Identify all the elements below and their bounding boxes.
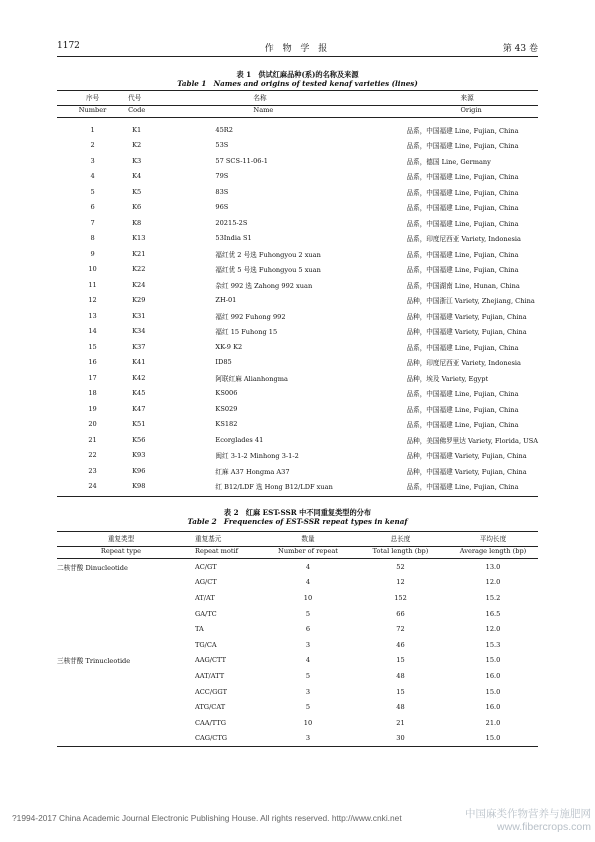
table2-cell: 15.0 <box>485 656 501 665</box>
table2-cell: GA/TC <box>195 609 217 618</box>
table1-cell: 品系，中国湖南 Line, Hunan, China <box>406 281 520 290</box>
table-row <box>57 308 538 324</box>
table1 <box>57 90 538 497</box>
table1-cell: ID85 <box>215 358 232 367</box>
table1-cell: K2 <box>132 141 142 150</box>
table2-cell: 5 <box>305 703 311 712</box>
table1-cell: 1 <box>90 125 95 134</box>
table-row <box>57 293 538 309</box>
table2-cell: 12.0 <box>485 578 501 587</box>
table2-cell: CAG/CTG <box>195 731 263 747</box>
copyright-footer: ?1994-2017 China Academic Journal Electronic Publishing House. All rights reserved. http://www.cnki.net <box>12 813 402 823</box>
table2-header-cn: 重复类型 <box>57 532 195 547</box>
table-row <box>57 699 538 715</box>
journal-name: 作 物 学 报 <box>264 44 331 54</box>
table1-cell: 福红 15 Fuhong 15 <box>215 328 278 337</box>
table1-cell: 品系，中国福建 Line, Fujian, China <box>406 126 519 135</box>
table2-cell: 4 <box>305 578 311 587</box>
table1-cell: 2 <box>90 141 95 150</box>
table2-cell: TG/CA <box>195 640 217 649</box>
table1-cell: 品种，埃及 Variety, Egypt <box>406 374 489 383</box>
table2-cell: 6 <box>305 625 311 634</box>
table1-cell: 57 SCS-11-06-1 <box>215 156 268 165</box>
table1-cell: ZH-01 <box>215 296 237 305</box>
table1-cell: K29 <box>132 296 146 305</box>
table1-cell: K5 <box>132 187 142 196</box>
table2-cell: AAG/CTT <box>195 656 226 665</box>
table2-header-cn: 平均长度 <box>448 532 538 547</box>
table2-cell: 16.0 <box>485 703 501 712</box>
table2-cell <box>57 606 195 622</box>
table1-cell: 品种，中国福建 Variety, Fujian, China <box>406 328 527 337</box>
table-row <box>57 370 538 386</box>
table1-cell: 6 <box>90 203 95 212</box>
header-rule <box>57 56 538 57</box>
table2-cell: 13.0 <box>485 562 501 571</box>
table2-header-en: Average length (bp) <box>448 547 538 559</box>
table2-cell <box>57 637 195 653</box>
table1-cell: 16 <box>88 358 97 367</box>
table-row <box>57 684 538 700</box>
table1-cell: 红麻 A37 Hongma A37 <box>215 467 290 476</box>
table2-caption-cn: 表 2 红麻 EST-SSR 中不同重复类型的分布 <box>223 508 372 517</box>
table1-cell: 22 <box>88 451 97 460</box>
table2-cell: AAT/ATT <box>195 671 225 680</box>
table1-cell: 5 <box>90 187 95 196</box>
table-row <box>57 621 538 637</box>
table1-cell: KS006 <box>215 389 238 398</box>
table2-cell: 5 <box>305 671 311 680</box>
table2-cell: 152 <box>394 593 407 602</box>
table2-cell: ACC/GGT <box>195 687 228 696</box>
table2-header-en: Total length (bp) <box>353 547 448 559</box>
table2-cell: 10 <box>303 718 313 727</box>
table-row <box>57 715 538 731</box>
table1-cell: 20215-2S <box>215 218 248 227</box>
table1-cell: K51 <box>132 420 146 429</box>
table2-cell: CAA/TTG <box>195 718 226 727</box>
table1-cell: 10 <box>88 265 97 274</box>
table1-cell: 4 <box>90 172 95 181</box>
table2-cell: 3 <box>305 640 311 649</box>
table1-cell: K3 <box>132 156 142 165</box>
table2-caption <box>57 508 538 526</box>
table1-cell: 53S <box>215 141 229 150</box>
table2-cell: 15.0 <box>448 731 538 747</box>
table1-cell: 17 <box>88 373 97 382</box>
table1-cell: 品系，中国福建 Line, Fujian, China <box>406 219 519 228</box>
table1-cell: 品系，中国福建 Line, Fujian, China <box>406 250 519 259</box>
table1-cell: K41 <box>132 358 146 367</box>
table1-caption <box>57 70 538 88</box>
table1-cell: K37 <box>132 342 146 351</box>
table-row <box>57 118 538 138</box>
watermark-url: www.fibercrops.com <box>497 821 591 833</box>
table1-cell: 14 <box>88 327 97 336</box>
table2-cell: 46 <box>396 640 405 649</box>
table1-cell: K96 <box>132 466 146 475</box>
table-row <box>57 590 538 606</box>
table1-cell: 21 <box>88 435 97 444</box>
table1-cell: K34 <box>132 327 146 336</box>
table2-cell: 3 <box>305 687 311 696</box>
table1-cell: 品系，印度尼西亚 Variety, Indonesia <box>406 235 521 244</box>
table2-header-cn: 重复基元 <box>195 532 263 547</box>
table-row <box>57 262 538 278</box>
table2-cell: 15.0 <box>485 687 501 696</box>
table-row <box>57 731 538 747</box>
table2-cell: ATG/CAT <box>195 703 226 712</box>
table1-cell: 11 <box>88 280 97 289</box>
table1-cell: 福红优 2 号选 Fuhongyou 2 xuan <box>215 250 321 259</box>
table1-header-en: Number <box>57 106 128 118</box>
table1-header-cn: 序号 <box>57 91 128 106</box>
table1-cell: 品系，中国福建 Line, Fujian, China <box>406 405 519 414</box>
table2-cell <box>57 731 195 747</box>
table-row <box>57 668 538 684</box>
table1-cell: 20 <box>88 420 97 429</box>
table1-cell: 品系，中国福建 Line, Fujian, China <box>406 343 519 352</box>
table-row <box>57 448 538 464</box>
table-row <box>57 153 538 169</box>
table1-cell: K22 <box>132 265 146 274</box>
table1-cell: 品种，中国福建 Variety, Fujian, China <box>406 467 527 476</box>
table-row <box>57 184 538 200</box>
table2-cell: 66 <box>396 609 405 618</box>
table1-caption-cn: 表 1 供试红麻品种(系)的名称及来源 <box>236 70 359 79</box>
table-row <box>57 355 538 371</box>
table1-cell: K8 <box>132 218 142 227</box>
table1-header-en: Origin <box>407 106 538 118</box>
table2-cell <box>57 575 195 591</box>
table1-cell: 19 <box>88 404 97 413</box>
table1-cell: 品系，中国福建 Line, Fujian, China <box>406 204 519 213</box>
table1-cell: K1 <box>132 125 142 134</box>
table-row <box>57 324 538 340</box>
table1-cell: K45 <box>132 389 146 398</box>
table-row <box>57 417 538 433</box>
table1-cell: 品系，德国 Line, Germany <box>406 157 491 166</box>
table1-header-cn: 来源 <box>407 91 538 106</box>
table1-cell: 23 <box>88 466 97 475</box>
table-row <box>57 339 538 355</box>
table1-cell: K47 <box>132 404 146 413</box>
table1-cell: 83S <box>215 187 229 196</box>
table2-cell <box>57 699 195 715</box>
table2-cell: AT/AT <box>195 593 215 602</box>
table1-cell: 8 <box>90 234 95 243</box>
table1-cell: K13 <box>132 234 146 243</box>
table1-cell: K21 <box>132 249 146 258</box>
table2 <box>57 531 538 747</box>
table-row <box>57 231 538 247</box>
volume-label: 第 43 卷 <box>502 44 538 54</box>
table2-header-en: Repeat motif <box>195 547 263 559</box>
table2-cell: 48 <box>396 671 405 680</box>
table2-cell <box>57 621 195 637</box>
table1-cell: K24 <box>132 280 146 289</box>
table1-cell: 品系，中国福建 Line, Fujian, China <box>406 142 519 151</box>
table-row <box>57 277 538 293</box>
table1-cell: 18 <box>88 389 97 398</box>
table2-cell: 15 <box>396 656 405 665</box>
table1-cell: 品系，中国福建 Line, Fujian, China <box>406 266 519 275</box>
table2-cell: 52 <box>396 562 405 571</box>
table2-cell: 30 <box>353 731 448 747</box>
table1-header-cn: 代号 <box>128 91 215 106</box>
table1-cell: K31 <box>132 311 146 320</box>
table1-cell: 品系，中国福建 Line, Fujian, China <box>406 188 519 197</box>
table2-header-cn: 总长度 <box>353 532 448 547</box>
table1-cell: XK-9 K2 <box>215 342 243 351</box>
running-header <box>57 41 538 55</box>
table2-cell <box>57 590 195 606</box>
table1-cell: 13 <box>88 311 97 320</box>
table-row <box>57 401 538 417</box>
table1-header-en: Code <box>128 106 215 118</box>
table2-cell: 16.0 <box>485 671 501 680</box>
table2-cell: 4 <box>305 562 311 571</box>
table2-header-en: Repeat type <box>57 547 195 559</box>
watermark-cn: 中国麻类作物营养与施肥网 <box>465 808 591 820</box>
table2-header-en: Number of repeat <box>263 547 353 559</box>
table1-cell: 品种，中国福建 Variety, Fujian, China <box>406 312 527 321</box>
table2-cell: 12 <box>396 578 405 587</box>
table2-cell: 3 <box>263 731 353 747</box>
table1-cell: 闽红 3-1-2 Minhong 3-1-2 <box>215 452 299 461</box>
table1-cell: 96S <box>215 203 229 212</box>
table-row <box>57 606 538 622</box>
table-row <box>57 200 538 216</box>
table2-cell: 21.0 <box>485 718 501 727</box>
table2-cell: 16.5 <box>485 609 501 618</box>
table1-header-cn: 名称 <box>215 91 406 106</box>
table1-cell: K6 <box>132 203 142 212</box>
table1-header-en: Name <box>215 106 406 118</box>
table2-cell: 15 <box>396 687 405 696</box>
table2-cell: AC/GT <box>195 562 217 571</box>
table2-header-cn: 数量 <box>263 532 353 547</box>
table1-cell: 15 <box>88 342 97 351</box>
table1-cell: 品种，中国浙江 Variety, Zhejiang, China <box>406 297 535 306</box>
table2-cell: 48 <box>396 703 405 712</box>
table1-cell: K4 <box>132 172 142 181</box>
table1-cell: 福红优 5 号选 Fuhongyou 5 xuan <box>215 266 321 275</box>
table1-cell: K56 <box>132 435 146 444</box>
table2-cell: TA <box>195 625 204 634</box>
table1-cell: 53India S1 <box>215 234 252 243</box>
table1-cell: 45R2 <box>215 125 233 134</box>
table1-cell: 品系，中国福建 Line, Fujian, China <box>406 421 519 430</box>
table-row <box>57 559 538 575</box>
watermark <box>465 808 591 834</box>
table1-cell: 福红 992 Fuhong 992 <box>215 312 286 321</box>
table1-cell: 品种，美国佛罗里达 Variety, Florida, USA <box>406 436 538 445</box>
table1-cell: 品种，中国福建 Variety, Fujian, China <box>406 452 527 461</box>
table1-cell: 9 <box>90 249 95 258</box>
table2-cell: 二核苷酸 Dinucleotide <box>57 563 128 572</box>
table1-cell: K93 <box>132 451 146 460</box>
table-row <box>57 432 538 448</box>
table-row <box>57 246 538 262</box>
table1-cell: KS029 <box>215 404 238 413</box>
table2-cell: 4 <box>305 656 311 665</box>
table1-cell: 阿联红麻 Alianhongma <box>215 374 288 383</box>
table1-cell: Ecorglades 41 <box>215 435 264 444</box>
table-row <box>57 463 538 479</box>
table1-cell: 12 <box>88 296 97 305</box>
table2-cell <box>57 715 195 731</box>
table2-cell <box>57 684 195 700</box>
table1-cell: KS182 <box>215 420 238 429</box>
table1-cell: 杂红 992 选 Zahong 992 xuan <box>215 281 313 290</box>
table1-cell: 品系，中国福建 Line, Fujian, China <box>406 173 519 182</box>
table1-cell: 24 <box>57 479 128 497</box>
table1-cell: K42 <box>132 373 146 382</box>
table-row <box>57 479 538 497</box>
table-row <box>57 215 538 231</box>
table2-cell: 15.3 <box>485 640 501 649</box>
table2-cell: 72 <box>396 625 405 634</box>
table2-cell <box>57 668 195 684</box>
table1-cell: 红 B12/LDF 选 Hong B12/LDF xuan <box>215 479 406 497</box>
table2-cell: 15.2 <box>485 593 501 602</box>
table-row <box>57 637 538 653</box>
table1-caption-en: Table 1 Names and origins of tested kenaf varieties (lines) <box>177 79 418 88</box>
table2-cell: 10 <box>303 593 313 602</box>
table-row <box>57 575 538 591</box>
table2-cell: 12.0 <box>485 625 501 634</box>
table1-cell: K98 <box>128 479 215 497</box>
table1-cell: 品种，印度尼西亚 Variety, Indonesia <box>406 359 521 368</box>
table-row <box>57 169 538 185</box>
table1-cell: 品系，中国福建 Line, Fujian, China <box>407 479 538 497</box>
table-row <box>57 386 538 402</box>
table-row <box>57 653 538 669</box>
table2-cell: 21 <box>396 718 405 727</box>
table2-caption-en: Table 2 Frequencies of EST-SSR repeat types in kenaf <box>187 517 408 526</box>
table2-cell: 5 <box>305 609 311 618</box>
table2-cell: AG/CT <box>195 578 217 587</box>
table1-cell: 7 <box>90 218 95 227</box>
page-number: 1172 <box>57 41 80 51</box>
table1-cell: 品系，中国福建 Line, Fujian, China <box>406 390 519 399</box>
table-row <box>57 138 538 154</box>
table1-cell: 79S <box>215 172 229 181</box>
table2-cell: 三核苷酸 Trinucleotide <box>57 657 131 666</box>
table1-cell: 3 <box>90 156 95 165</box>
